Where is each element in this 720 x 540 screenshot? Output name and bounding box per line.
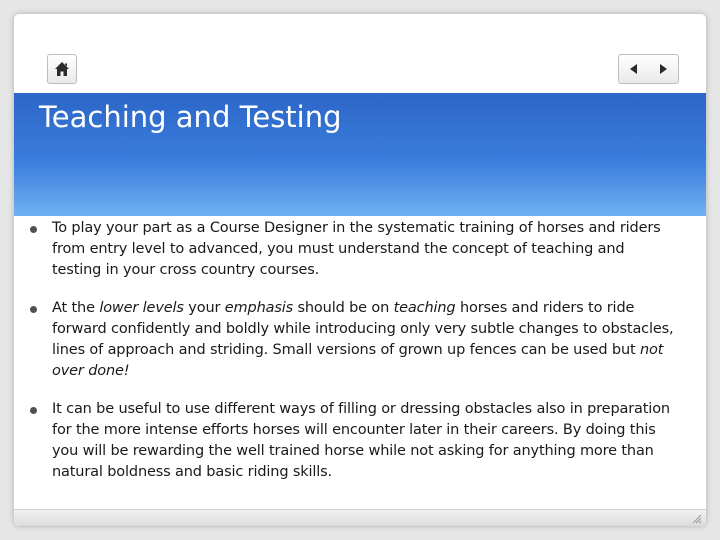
triangle-left-icon — [628, 63, 640, 75]
bullet-dot — [30, 306, 37, 313]
bullet-text — [52, 399, 677, 483]
text-run: should be on — [293, 300, 394, 316]
resize-grip-icon[interactable] — [690, 512, 702, 524]
bullet-item — [30, 399, 690, 483]
text-run: your — [183, 300, 225, 316]
text-run: horses and riders to ride forward confidently and boldly while introducing only very subtle changes to obstacles, lines of approach and striding. Small versions of grown up fences can be used but — [52, 300, 674, 358]
bullet-list — [30, 218, 690, 500]
text-run: It can be useful to use different ways of filling or dressing obstacles also in preparation for the more intense efforts horses will encounter later in their careers. By doing this you will be rewarding the well trained horse while not asking for anything more than natural boldness and basic riding skills. — [52, 401, 670, 480]
home-icon — [54, 61, 70, 77]
emphasis-text: teaching — [393, 300, 456, 316]
emphasis-text: not over done! — [52, 342, 664, 379]
emphasis-text: lower levels — [99, 300, 184, 316]
triangle-right-icon — [657, 63, 669, 75]
bullet-item — [30, 218, 690, 281]
footer-bar — [14, 509, 706, 526]
emphasis-text: emphasis — [224, 300, 294, 316]
next-slide-button[interactable] — [648, 54, 679, 84]
bullet-dot — [30, 407, 37, 414]
bullet-text — [52, 218, 677, 281]
bullet-item — [30, 298, 690, 382]
slide — [14, 14, 706, 526]
text-run: At the — [52, 300, 100, 316]
previous-slide-button[interactable] — [618, 54, 650, 84]
bullet-dot — [30, 226, 37, 233]
bullet-text — [52, 298, 677, 382]
text-run: To play your part as a Course Designer in the systematic training of horses and riders from entry level to advanced, you must understand the concept of teaching and testing in your cross country courses. — [52, 220, 661, 278]
slide-title: Teaching and Testing — [39, 100, 342, 134]
home-button[interactable] — [47, 54, 77, 84]
